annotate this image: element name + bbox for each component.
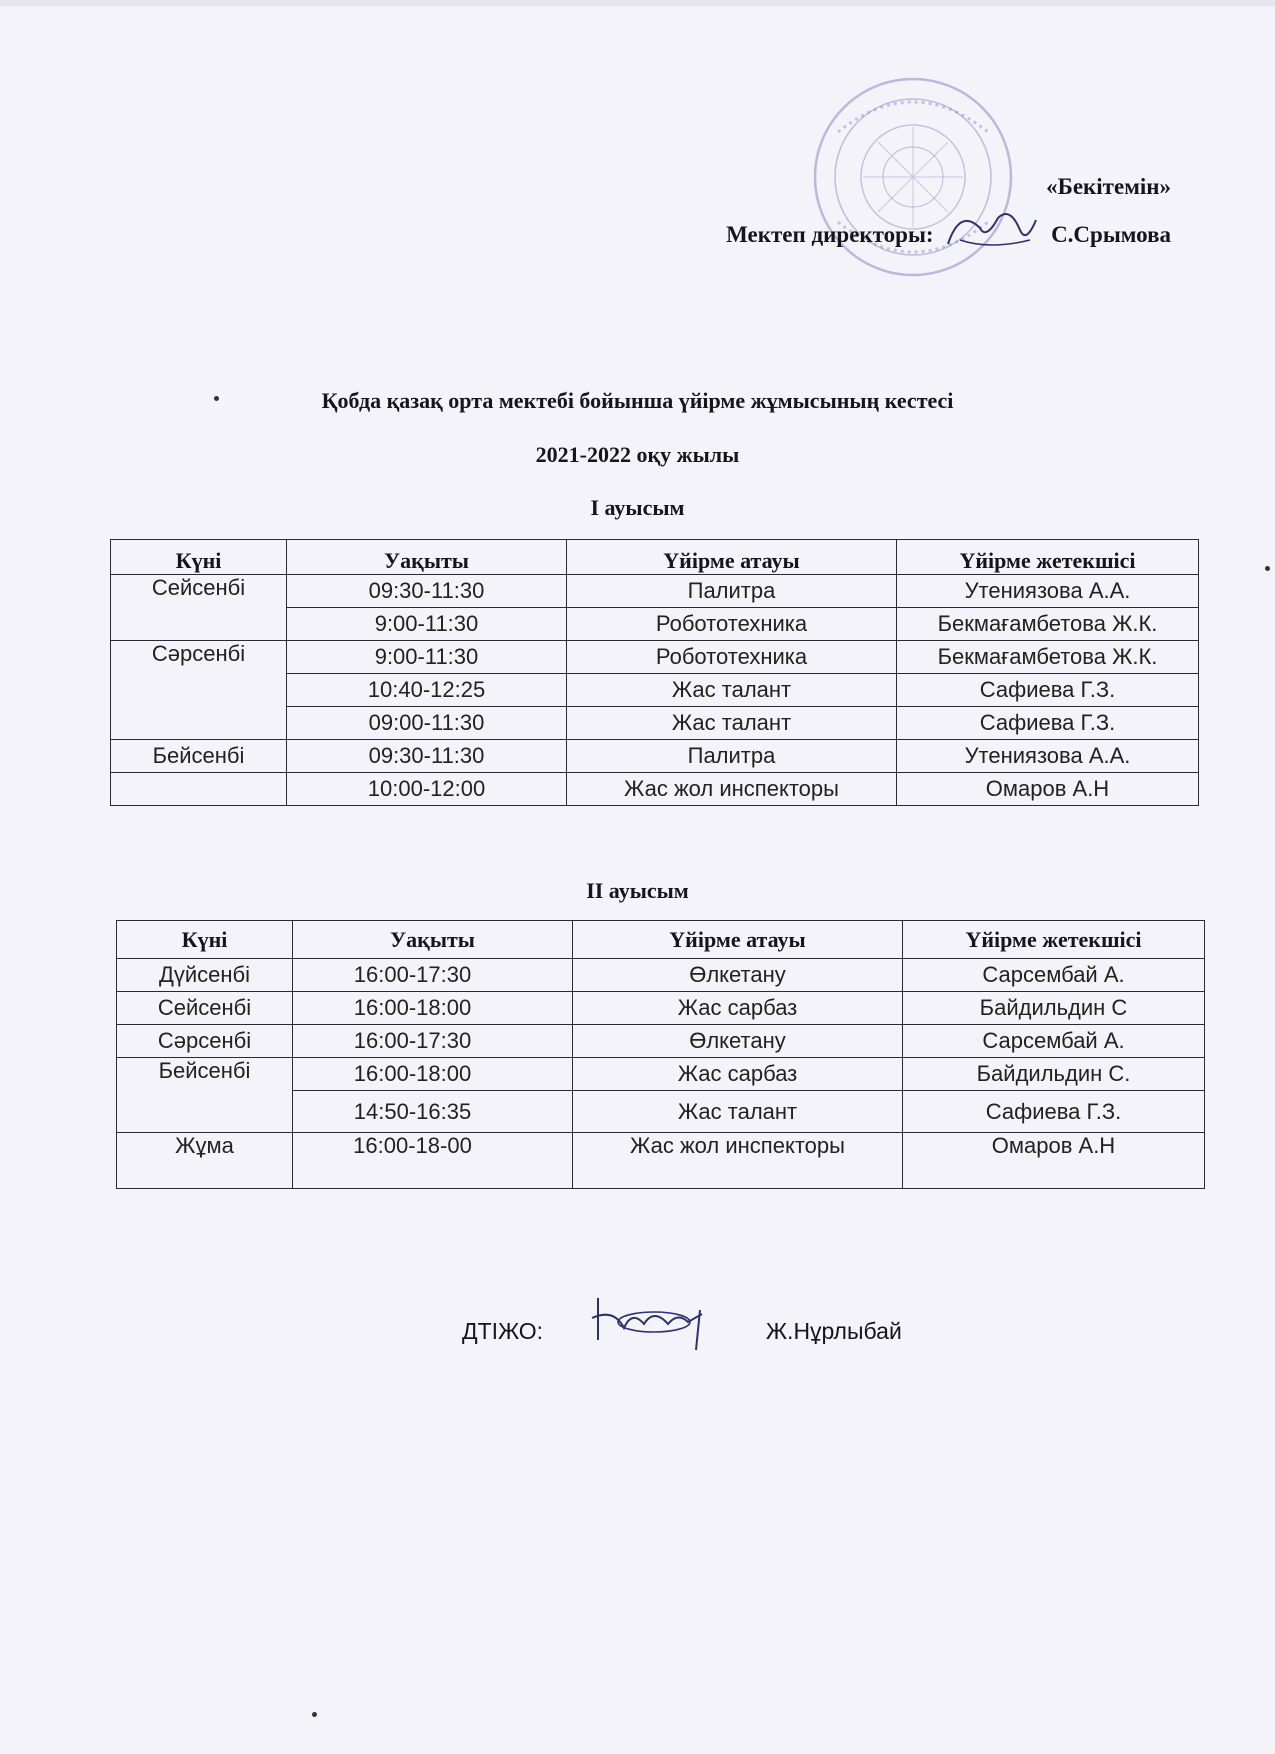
day-cell: Бейсенбі (117, 1058, 293, 1133)
club-cell: Өлкетану (573, 1025, 903, 1058)
club-cell: Робототехника (567, 608, 897, 641)
leader-cell: Сафиева Г.З. (897, 674, 1199, 707)
leader-cell: Сафиева Г.З. (897, 707, 1199, 740)
club-cell: Палитра (567, 575, 897, 608)
table-row (117, 1133, 1205, 1189)
document-title: Қобда қазақ орта мектебі бойынша үйірме жұмысының кестесі (321, 388, 954, 413)
time-cell: 16:00-18-00 (293, 1133, 573, 1189)
shift2-table (116, 920, 1205, 1189)
leader-cell: Байдильдин С. (903, 1058, 1205, 1091)
leader-cell: Байдильдин С (903, 992, 1205, 1025)
leader-cell: Утениязова А.А. (897, 740, 1199, 773)
day-cell: Сейсенбі (111, 575, 287, 641)
scan-edge (0, 0, 1275, 6)
table-row (117, 1058, 1205, 1091)
time-cell: 10:40-12:25 (287, 674, 567, 707)
header-day: Күні (111, 540, 287, 575)
approval-heading: «Бекітемін» (1046, 174, 1171, 199)
time-cell: 09:30-11:30 (287, 740, 567, 773)
leader-cell: Сарсембай А. (903, 959, 1205, 992)
leader-cell: Бекмағамбетова Ж.К. (897, 641, 1199, 674)
header-time: Уақыты (293, 921, 573, 959)
time-cell: 16:00-18:00 (293, 992, 573, 1025)
academic-year: 2021-2022 оқу жылы (535, 442, 740, 467)
shift2-title: ІІ ауысым (586, 878, 689, 903)
club-cell: Жас талант (567, 674, 897, 707)
day-cell: Сейсенбі (117, 992, 293, 1025)
club-cell: Робототехника (567, 641, 897, 674)
time-cell: 16:00-17:30 (293, 1025, 573, 1058)
table-row (111, 641, 1199, 674)
table-row (117, 959, 1205, 992)
footer-name: Ж.Нұрлыбай (765, 1318, 902, 1344)
table-header-row (111, 540, 1199, 575)
time-cell: 9:00-11:30 (287, 608, 567, 641)
day-cell (111, 773, 287, 806)
club-cell: Палитра (567, 740, 897, 773)
time-cell: 9:00-11:30 (287, 641, 567, 674)
time-cell: 16:00-18:00 (293, 1058, 573, 1091)
time-cell: 14:50-16:35 (293, 1091, 573, 1133)
shift1-table (110, 539, 1199, 806)
day-cell: Дүйсенбі (117, 959, 293, 992)
table-row (111, 773, 1199, 806)
director-name: С.Срымова (1051, 222, 1171, 247)
club-cell: Өлкетану (573, 959, 903, 992)
leader-cell: Сарсембай А. (903, 1025, 1205, 1058)
header-day: Күні (117, 921, 293, 959)
table-row (117, 1025, 1205, 1058)
director-label: Мектеп директоры: (726, 222, 934, 247)
header-club: Үйірме атауы (567, 540, 897, 575)
leader-cell: Утениязова А.А. (897, 575, 1199, 608)
leader-cell: Омаров А.Н (903, 1133, 1205, 1189)
time-cell: 09:00-11:30 (287, 707, 567, 740)
table-row (117, 992, 1205, 1025)
day-cell: Жұма (117, 1133, 293, 1189)
time-cell: 16:00-17:30 (293, 959, 573, 992)
time-cell: 10:00-12:00 (287, 773, 567, 806)
day-cell: Сәрсенбі (117, 1025, 293, 1058)
day-cell: Сәрсенбі (111, 641, 287, 740)
day-cell: Бейсенбі (111, 740, 287, 773)
leader-cell: Бекмағамбетова Ж.К. (897, 608, 1199, 641)
club-cell: Жас талант (567, 707, 897, 740)
leader-cell: Омаров А.Н (897, 773, 1199, 806)
table-row (111, 575, 1199, 608)
table-header-row (117, 921, 1205, 959)
time-cell: 09:30-11:30 (287, 575, 567, 608)
scan-speck (312, 1712, 317, 1717)
scan-speck (214, 396, 219, 401)
header-leader: Үйірме жетекшісі (903, 921, 1205, 959)
footer-signature-icon (584, 1288, 724, 1358)
club-cell: Жас сарбаз (573, 1058, 903, 1091)
header-club: Үйірме атауы (573, 921, 903, 959)
club-cell: Жас жол инспекторы (567, 773, 897, 806)
header-leader: Үйірме жетекшісі (897, 540, 1199, 575)
footer-label: ДТІЖО: (462, 1318, 544, 1344)
club-cell: Жас сарбаз (573, 992, 903, 1025)
table-row (111, 740, 1199, 773)
club-cell: Жас талант (573, 1091, 903, 1133)
scan-speck (1265, 566, 1270, 571)
club-cell: Жас жол инспекторы (573, 1133, 903, 1189)
shift1-title: І ауысым (590, 495, 685, 520)
director-signature-icon (940, 200, 1040, 260)
header-time: Уақыты (287, 540, 567, 575)
leader-cell: Сафиева Г.З. (903, 1091, 1205, 1133)
